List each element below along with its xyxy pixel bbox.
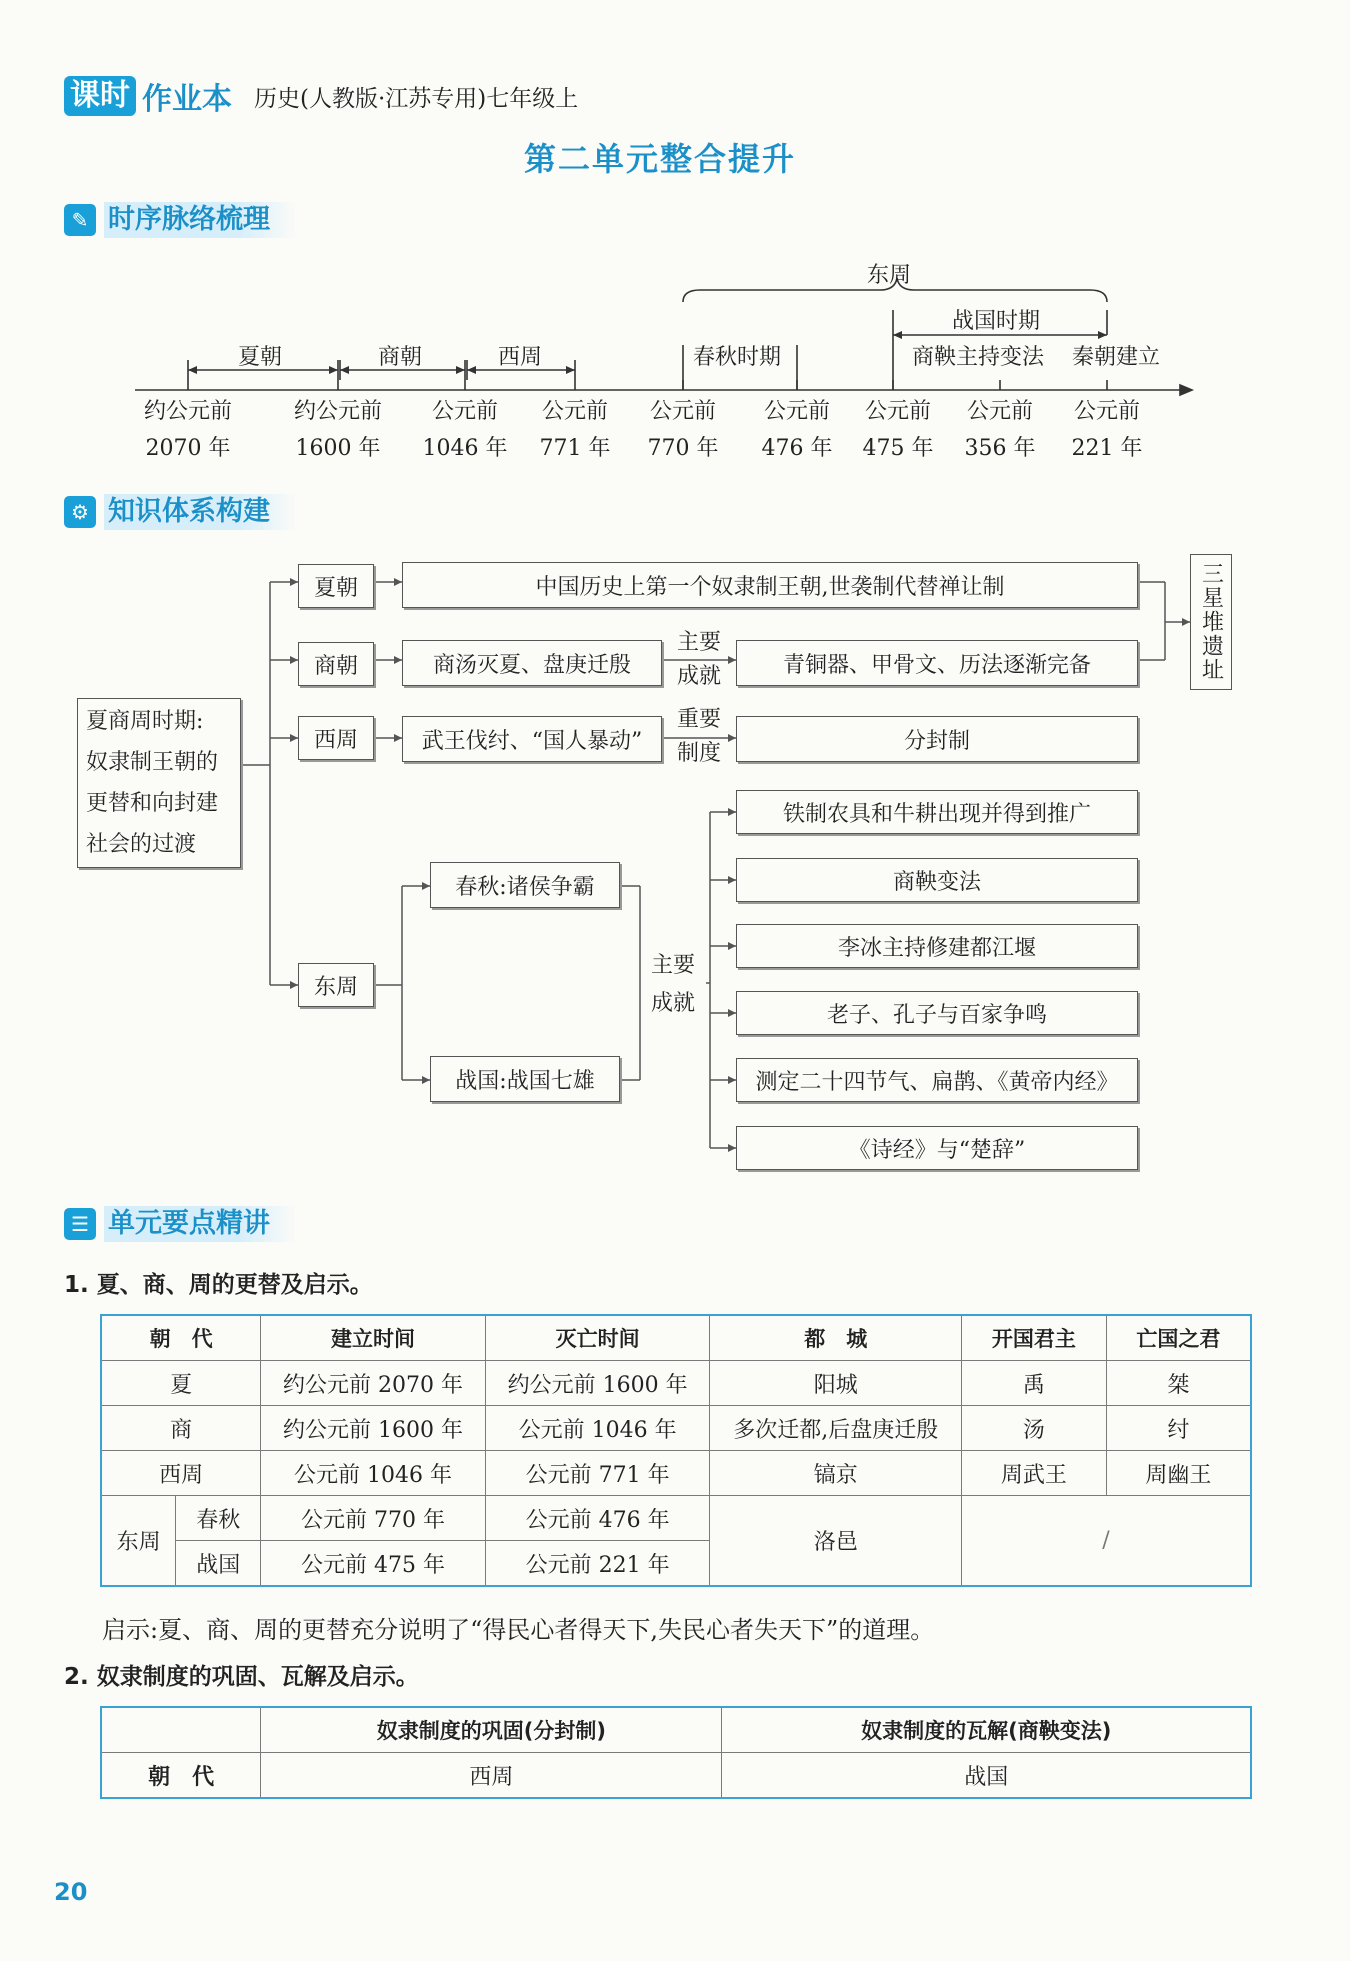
mindmap-xizhou-label: 重要 制度 — [676, 707, 721, 766]
pen-icon: ✎ — [64, 204, 96, 236]
question-1-title: 1. 夏、商、周的更替及启示。 — [64, 1272, 373, 1298]
mindmap-dynasty-xizhou: 西周 — [298, 716, 374, 760]
mindmap-achievement: 商鞅变法 — [736, 858, 1138, 902]
table-row: 东周 春秋 公元前 770 年 公元前 476 年 洛邑 / — [101, 1496, 1251, 1541]
timeline-event-qin: 秦朝建立 — [1072, 345, 1161, 370]
table-header: 朝 代 — [101, 1315, 261, 1361]
mindmap-sanxingdui: 三星堆遗址 — [1190, 554, 1232, 690]
mindmap-dynasty-xia: 夏朝 — [298, 564, 374, 608]
table-header: 建立时间 — [261, 1315, 486, 1361]
section-title: 单元要点精讲 — [104, 1206, 296, 1242]
section-timeline-header — [64, 200, 296, 240]
gear-icon: ⚙ — [64, 496, 96, 528]
timeline-date: 公元前 356 年 — [964, 399, 1036, 461]
mindmap-shang-event: 商汤灭夏、盘庚迁殷 — [402, 640, 662, 686]
layers-icon: ☰ — [64, 1208, 96, 1240]
timeline-period-xia: 夏朝 — [238, 345, 283, 370]
mindmap-shang-label: 主要 成就 — [676, 630, 721, 689]
mindmap-achievement: 李冰主持修建都江堰 — [736, 924, 1138, 968]
table-header: 开国君主 — [962, 1315, 1107, 1361]
mindmap-xizhou-system: 分封制 — [736, 716, 1138, 762]
table-row: 夏 约公元前 2070 年 约公元前 1600 年 阳城 禹 桀 — [101, 1361, 1251, 1406]
section-keypoints-header — [64, 1204, 296, 1244]
unit-title: 第二单元整合提升 — [523, 140, 796, 178]
table-header-row — [101, 1315, 1251, 1361]
timeline-period-zhanguo: 战国时期 — [952, 309, 1041, 334]
mindmap-zhanguo: 战国:战国七雄 — [430, 1056, 620, 1102]
mindmap-achievement: 测定二十四节气、扁鹊、《黄帝内经》 — [736, 1058, 1138, 1102]
mindmap-xia-desc: 中国历史上第一个奴隶制王朝,世袭制代替禅让制 — [402, 562, 1138, 608]
brand-header — [64, 76, 578, 116]
timeline-date: 公元前 771 年 — [539, 399, 611, 461]
table-row: 西周 公元前 1046 年 公元前 771 年 镐京 周武王 周幽王 — [101, 1451, 1251, 1496]
timeline-date: 约公元前 1600 年 — [293, 399, 382, 461]
timeline-period-chunqiu: 春秋时期 — [693, 345, 782, 370]
table-header-row: 奴隶制度的巩固(分封制) 奴隶制度的瓦解(商鞅变法) — [101, 1707, 1251, 1753]
table-header: 亡国之君 — [1106, 1315, 1251, 1361]
timeline-date: 公元前 221 年 — [1071, 399, 1143, 461]
mindmap-root: 夏商周时期: 奴隶制王朝的 更替和向封建 社会的过渡 — [77, 698, 241, 868]
brand-logo: 课时 — [64, 76, 136, 116]
slavery-table — [100, 1706, 1252, 1799]
question-1-insight: 启示:夏、商、周的更替充分说明了“得民心者得天下,失民心者失天下”的道理。 — [102, 1616, 935, 1644]
timeline-date: 约公元前 2070 年 — [143, 399, 232, 461]
mindmap-achievement: 老子、孔子与百家争鸣 — [736, 991, 1138, 1035]
slash-cell: / — [962, 1496, 1251, 1587]
timeline-east-zhou: 东周 — [867, 263, 912, 288]
timeline-date: 公元前 475 年 — [862, 399, 934, 461]
mindmap-chunqiu: 春秋:诸侯争霸 — [430, 862, 620, 908]
page-number: 20 — [54, 1878, 88, 1906]
mindmap-dongzhou-label: 主要 成就 — [650, 953, 695, 1016]
table-header: 都 城 — [710, 1315, 962, 1361]
mindmap-xizhou-event: 武王伐纣、“国人暴动” — [402, 716, 662, 762]
mindmap-dynasty-shang: 商朝 — [298, 642, 374, 686]
mindmap-dynasty-dongzhou: 东周 — [298, 963, 374, 1007]
brand-name: 作业本 — [142, 82, 232, 117]
timeline-period-shang: 商朝 — [378, 345, 423, 370]
table-row: 商 约公元前 1600 年 公元前 1046 年 多次迁都,后盘庚迁殷 汤 纣 — [101, 1406, 1251, 1451]
mindmap-shang-achievement: 青铜器、甲骨文、历法逐渐完备 — [736, 640, 1138, 686]
table-header: 灭亡时间 — [485, 1315, 710, 1361]
mindmap-achievement: 铁制农具和牛耕出现并得到推广 — [736, 790, 1138, 834]
book-subtitle: 历史(人教版·江苏专用)七年级上 — [254, 85, 579, 112]
timeline-date: 公元前 476 年 — [761, 399, 833, 461]
timeline-date: 公元前 1046 年 — [422, 399, 508, 461]
timeline-period-xizhou: 西周 — [498, 345, 543, 370]
table-row: 朝 代 西周 战国 — [101, 1753, 1251, 1799]
timeline-event-shangyang: 商鞅主持变法 — [912, 345, 1045, 370]
timeline-date: 公元前 770 年 — [647, 399, 719, 461]
table-row: 战国 公元前 475 年 公元前 221 年 — [101, 1541, 1251, 1587]
timeline-diagram — [0, 250, 1350, 410]
question-2-title: 2. 奴隶制度的巩固、瓦解及启示。 — [64, 1664, 419, 1690]
section-title: 知识体系构建 — [104, 494, 296, 530]
section-knowledge-header — [64, 492, 296, 532]
mindmap-achievement: 《诗经》与“楚辞” — [736, 1126, 1138, 1170]
section-title: 时序脉络梳理 — [104, 202, 296, 238]
dynasty-table — [100, 1314, 1252, 1587]
